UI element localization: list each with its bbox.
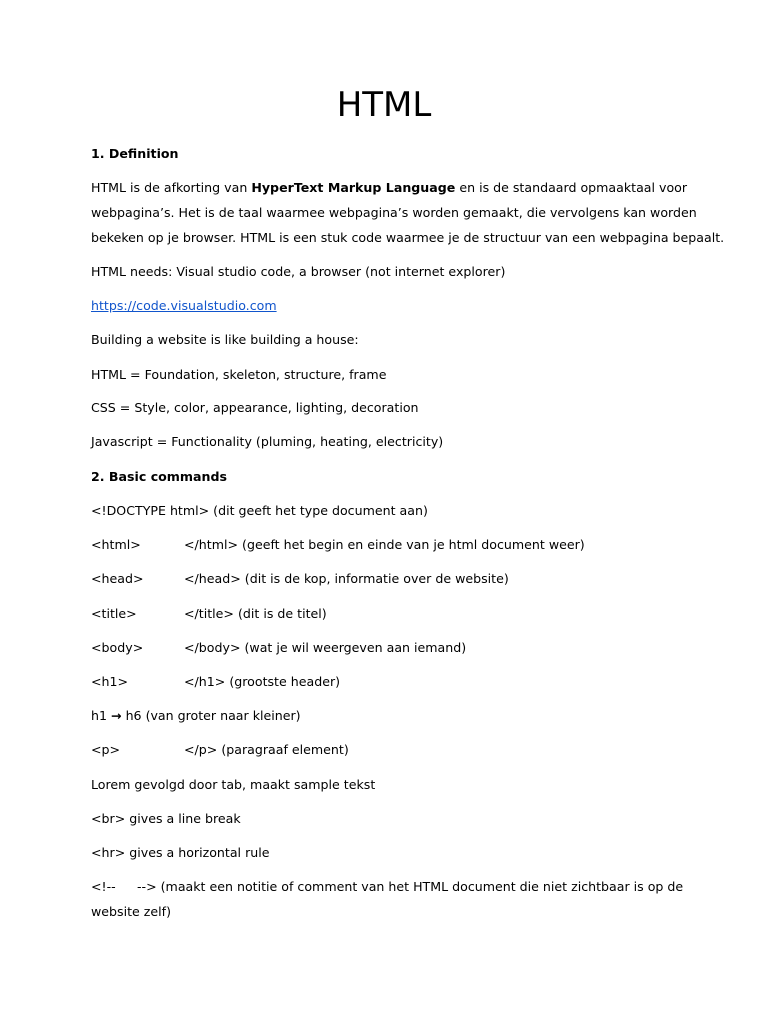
command-body xyxy=(91,639,691,657)
section-heading-definition: 1. Definition xyxy=(91,146,179,161)
command-h1 xyxy=(91,673,691,691)
house-intro: Building a website is like building a house: xyxy=(91,332,359,347)
command-description: </h1> (grootste header) xyxy=(184,674,341,689)
vscode-link[interactable]: https://code.visualstudio.com xyxy=(91,298,277,313)
command-head xyxy=(91,570,691,588)
command-title xyxy=(91,605,691,623)
command-open-tag: <h1> xyxy=(91,674,129,689)
command-open-tag: <p> xyxy=(91,742,121,757)
hr-line: <hr> gives a horizontal rule xyxy=(91,845,270,860)
comment-line-1 xyxy=(91,878,691,896)
doctype-line: <!DOCTYPE html> (dit geeft het type document aan) xyxy=(91,503,428,518)
command-description: </head> (dit is de kop, informatie over de website) xyxy=(184,571,509,586)
vscode-link-line xyxy=(91,297,691,315)
definition-text: HTML is de afkorting van xyxy=(91,180,252,195)
js-analogy: Javascript = Functionality (pluming, heating, electricity) xyxy=(91,434,444,449)
arrow-right-icon: → xyxy=(111,708,122,723)
command-description: </p> (paragraaf element) xyxy=(184,742,349,757)
lorem-line: Lorem gevolgd door tab, maakt sample tekst xyxy=(91,777,376,792)
definition-line-1 xyxy=(91,179,691,197)
definition-text-continued: en is de standaard opmaaktaal voor xyxy=(455,180,688,195)
br-line: <br> gives a line break xyxy=(91,811,241,826)
page-title: HTML xyxy=(336,85,432,125)
needs-text: HTML needs: Visual studio code, a browser (not internet explorer) xyxy=(91,264,506,279)
command-open-tag: <html> xyxy=(91,537,141,552)
comment-open-tag: <!-- xyxy=(91,879,116,894)
command-open-tag: <title> xyxy=(91,606,137,621)
command-open-tag: <head> xyxy=(91,571,144,586)
command-description: </body> (wat je wil weergeven aan iemand) xyxy=(184,640,467,655)
command-open-tag: <body> xyxy=(91,640,144,655)
heading-range-line xyxy=(91,707,691,725)
comment-line-2: website zelf) xyxy=(91,904,171,919)
command-html xyxy=(91,536,691,554)
definition-line-2: webpagina’s. Het is de taal waarmee webpagina’s worden gemaakt, die vervolgens kan worden xyxy=(91,205,697,220)
heading-range-end: h6 (van groter naar kleiner) xyxy=(121,708,301,723)
definition-line-3: bekeken op je browser. HTML is een stuk code waarmee je de structuur van een webpagina bepaalt. xyxy=(91,230,725,245)
section-heading-basic-commands: 2. Basic commands xyxy=(91,469,228,484)
comment-description: --> (maakt een notitie of comment van het HTML document die niet zichtbaar is op de xyxy=(137,879,684,894)
command-description: </html> (geeft het begin en einde van je html document weer) xyxy=(184,537,585,552)
html-analogy: HTML = Foundation, skeleton, structure, frame xyxy=(91,367,387,382)
definition-bold-term: HyperText Markup Language xyxy=(251,180,456,195)
css-analogy: CSS = Style, color, appearance, lighting, decoration xyxy=(91,400,419,415)
heading-range-start: h1 xyxy=(91,708,111,723)
command-description: </title> (dit is de titel) xyxy=(184,606,327,621)
command-p xyxy=(91,741,691,759)
